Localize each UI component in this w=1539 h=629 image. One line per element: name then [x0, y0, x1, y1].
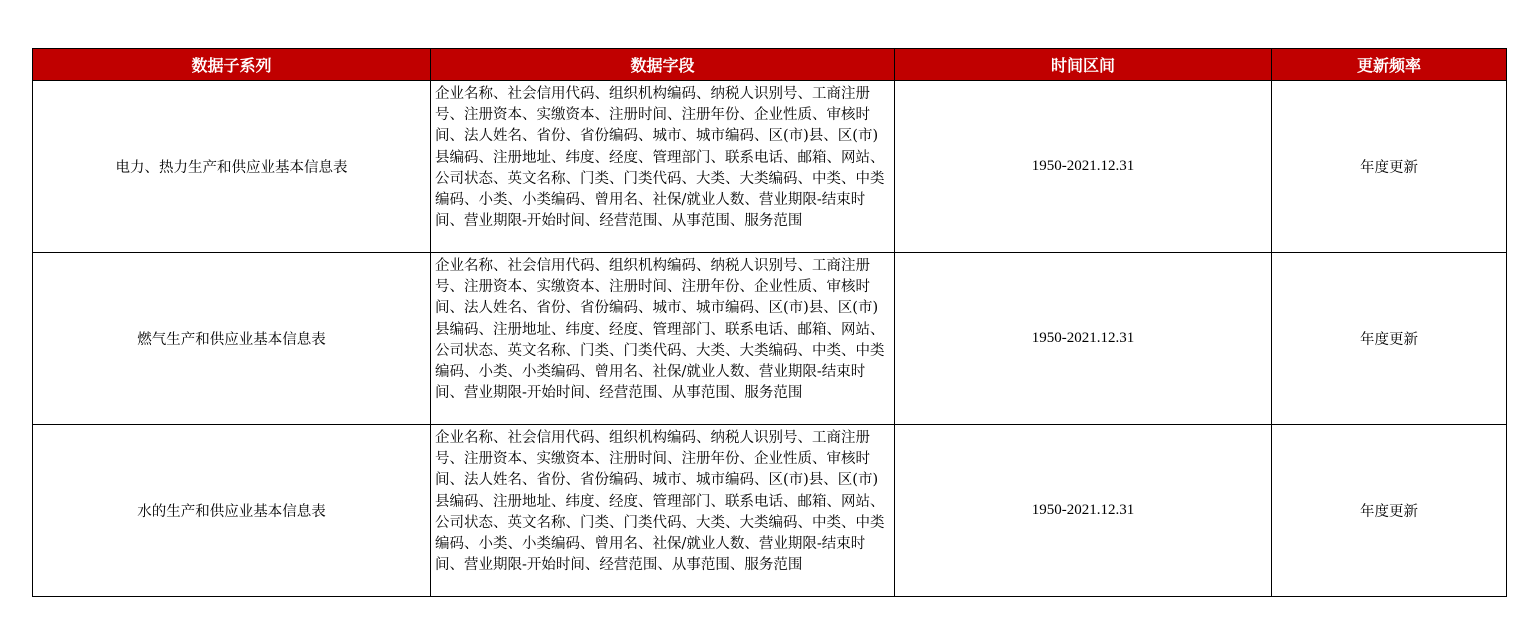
table-row — [33, 253, 1507, 425]
data-series-table — [32, 48, 1507, 597]
table-row — [33, 425, 1507, 597]
period-cell: 1950-2021.12.31 — [895, 253, 1272, 425]
fields-cell: 企业名称、社会信用代码、组织机构编码、纳税人识别号、工商注册号、注册资本、实缴资本、注册时间、注册年份、企业性质、审核时间、法人姓名、省份、省份编码、城市、城市编码、区(市)县、区(市)县编码、注册地址、纬度、经度、管理部门、联系电话、邮箱、网站、公司状态、英文名称、门类、门类代码、大类、大类编码、中类、中类编码、小类、小类编码、曾用名、社保/就业人数、营业期限-结束时间、营业期限-开始时间、经营范围、从事范围、服务范围 — [431, 81, 895, 253]
header-period: 时间区间 — [895, 49, 1272, 81]
series-cell: 燃气生产和供应业基本信息表 — [33, 253, 431, 425]
header-fields: 数据字段 — [431, 49, 895, 81]
frequency-cell: 年度更新 — [1272, 425, 1507, 597]
header-series: 数据子系列 — [33, 49, 431, 81]
frequency-cell: 年度更新 — [1272, 253, 1507, 425]
fields-cell: 企业名称、社会信用代码、组织机构编码、纳税人识别号、工商注册号、注册资本、实缴资本、注册时间、注册年份、企业性质、审核时间、法人姓名、省份、省份编码、城市、城市编码、区(市)县、区(市)县编码、注册地址、纬度、经度、管理部门、联系电话、邮箱、网站、公司状态、英文名称、门类、门类代码、大类、大类编码、中类、中类编码、小类、小类编码、曾用名、社保/就业人数、营业期限-结束时间、营业期限-开始时间、经营范围、从事范围、服务范围 — [431, 253, 895, 425]
table-row — [33, 81, 1507, 253]
series-cell: 水的生产和供应业基本信息表 — [33, 425, 431, 597]
series-cell: 电力、热力生产和供应业基本信息表 — [33, 81, 431, 253]
fields-cell: 企业名称、社会信用代码、组织机构编码、纳税人识别号、工商注册号、注册资本、实缴资本、注册时间、注册年份、企业性质、审核时间、法人姓名、省份、省份编码、城市、城市编码、区(市)县、区(市)县编码、注册地址、纬度、经度、管理部门、联系电话、邮箱、网站、公司状态、英文名称、门类、门类代码、大类、大类编码、中类、中类编码、小类、小类编码、曾用名、社保/就业人数、营业期限-结束时间、营业期限-开始时间、经营范围、从事范围、服务范围 — [431, 425, 895, 597]
table-header-row — [33, 49, 1507, 81]
header-frequency: 更新频率 — [1272, 49, 1507, 81]
period-cell: 1950-2021.12.31 — [895, 425, 1272, 597]
frequency-cell: 年度更新 — [1272, 81, 1507, 253]
period-cell: 1950-2021.12.31 — [895, 81, 1272, 253]
